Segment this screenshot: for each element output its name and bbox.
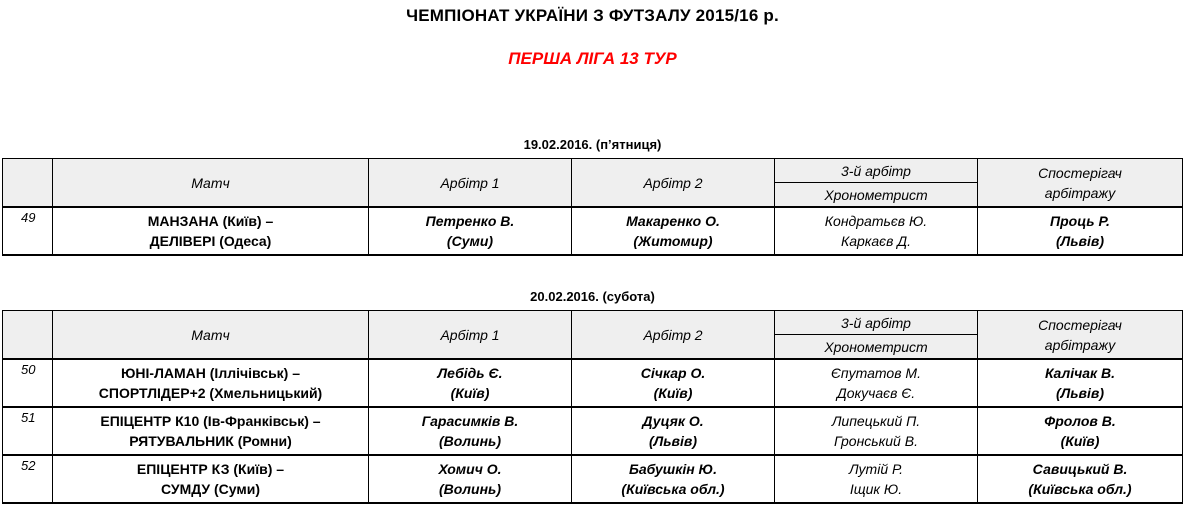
away-team: СПОРТЛІДЕР+2 (Хмельницький): [98, 385, 323, 401]
referee1-cell: [369, 207, 572, 255]
observer-city: (Львів): [1055, 233, 1105, 249]
referee1-cell: [369, 407, 572, 455]
observer-header: [978, 159, 1183, 208]
observer-cell: [978, 407, 1183, 455]
observer-name: Савицький В.: [1032, 461, 1128, 477]
third-referee-header: 3-й арбітр: [775, 159, 978, 183]
match-teams: [53, 359, 369, 407]
timekeeper-name: Гронський В.: [834, 433, 918, 449]
schedule-table: [2, 310, 1183, 504]
observer-name: Проць Р.: [1050, 213, 1110, 229]
table-row: [3, 359, 1183, 407]
observer-city: (Львів): [1055, 385, 1105, 401]
referee2-city: (Київська обл.): [621, 481, 725, 497]
match-teams: [53, 407, 369, 455]
referee1-header: Арбітр 1: [369, 159, 572, 208]
third-referee-header: 3-й арбітр: [775, 311, 978, 335]
referee2-name: Макаренко О.: [626, 213, 720, 229]
referee2-cell: [572, 455, 775, 503]
date-heading: 20.02.2016. (субота): [530, 289, 655, 304]
third-referee-name: Липецький П.: [831, 413, 921, 429]
referee1-city: (Волинь): [438, 481, 501, 497]
referee1-cell: [369, 455, 572, 503]
referee1-name: Хомич О.: [438, 461, 502, 477]
timekeeper-name: Докучаєв Є.: [836, 385, 916, 401]
number-header: [3, 311, 53, 360]
timekeeper-name: Іщик Ю.: [849, 481, 903, 497]
third-referee-cell: [775, 455, 978, 503]
observer-name: Фролов В.: [1044, 413, 1116, 429]
timekeeper-header: Хронометрист: [775, 335, 978, 360]
observer-cell: [978, 455, 1183, 503]
referee1-header: Арбітр 1: [369, 311, 572, 360]
match-teams: [53, 207, 369, 255]
observer-header-line1: Спостерігач: [1038, 316, 1122, 333]
page-subtitle: ПЕРША ЛІГА 13 ТУР: [508, 49, 677, 68]
observer-header: [978, 311, 1183, 360]
timekeeper-header: Хронометрист: [775, 183, 978, 208]
referee2-name: Січкар О.: [640, 365, 706, 381]
match-number: 51: [3, 407, 53, 455]
observer-header-line1: Спостерігач: [1038, 164, 1122, 181]
home-team: ЕПІЦЕНТР КЗ (Київ) –: [136, 461, 285, 477]
home-team: ЕПІЦЕНТР К10 (Ів-Франківськ) –: [100, 413, 321, 429]
referee1-name: Лебідь Є.: [437, 365, 503, 381]
observer-cell: [978, 207, 1183, 255]
referee1-name: Гарасимків В.: [421, 413, 519, 429]
referee2-city: (Львів): [648, 433, 698, 449]
away-team: СУМДУ (Суми): [160, 481, 261, 497]
observer-name: Калічак В.: [1044, 365, 1116, 381]
referee1-city: (Суми): [446, 233, 494, 249]
number-header: [3, 159, 53, 208]
away-team: РЯТУВАЛЬНИК (Ромни): [129, 433, 292, 449]
referee1-name: Петренко В.: [425, 213, 515, 229]
match-teams: [53, 455, 369, 503]
table-header-row: [3, 311, 1183, 335]
timekeeper-name: Каркаєв Д.: [840, 233, 912, 249]
third-referee-cell: [775, 207, 978, 255]
match-number: 52: [3, 455, 53, 503]
table-row: [3, 407, 1183, 455]
table-header-row: [3, 159, 1183, 183]
third-referee-name: Кондратьєв Ю.: [824, 213, 928, 229]
third-referee-name: Лутій Р.: [848, 461, 904, 477]
third-referee-cell: [775, 407, 978, 455]
referee1-city: (Київ): [450, 385, 490, 401]
away-team: ДЕЛІВЕРІ (Одеса): [149, 233, 272, 249]
observer-header-line2: арбітражу: [1044, 184, 1116, 201]
observer-city: (Київ): [1060, 433, 1100, 449]
home-team: ЮНІ-ЛАМАН (Іллічівськ) –: [120, 365, 301, 381]
match-header: Матч: [53, 311, 369, 360]
referee2-cell: [572, 207, 775, 255]
referee2-city: (Київ): [653, 385, 693, 401]
referee1-cell: [369, 359, 572, 407]
observer-header-line2: арбітражу: [1044, 336, 1116, 353]
referee2-header: Арбітр 2: [572, 311, 775, 360]
referee2-name: Дуцяк О.: [642, 413, 704, 429]
third-referee-cell: [775, 359, 978, 407]
referee2-header: Арбітр 2: [572, 159, 775, 208]
date-heading: 19.02.2016. (п’ятниця): [523, 137, 662, 152]
referee2-city: (Житомир): [633, 233, 713, 249]
referee2-cell: [572, 407, 775, 455]
referee2-name: Бабушкін Ю.: [628, 461, 718, 477]
table-row: [3, 455, 1183, 503]
table-row: [3, 207, 1183, 255]
referee2-cell: [572, 359, 775, 407]
home-team: МАНЗАНА (Київ) –: [147, 213, 274, 229]
third-referee-name: Єпутатов М.: [831, 365, 921, 381]
match-number: 49: [3, 207, 53, 255]
match-number: 50: [3, 359, 53, 407]
match-header: Матч: [53, 159, 369, 208]
page-title: ЧЕМПІОНАТ УКРАЇНИ З ФУТЗАЛУ 2015/16 р.: [406, 6, 779, 25]
schedule-table: [2, 158, 1183, 256]
referee1-city: (Волинь): [438, 433, 501, 449]
observer-city: (Київська обл.): [1028, 481, 1132, 497]
observer-cell: [978, 359, 1183, 407]
